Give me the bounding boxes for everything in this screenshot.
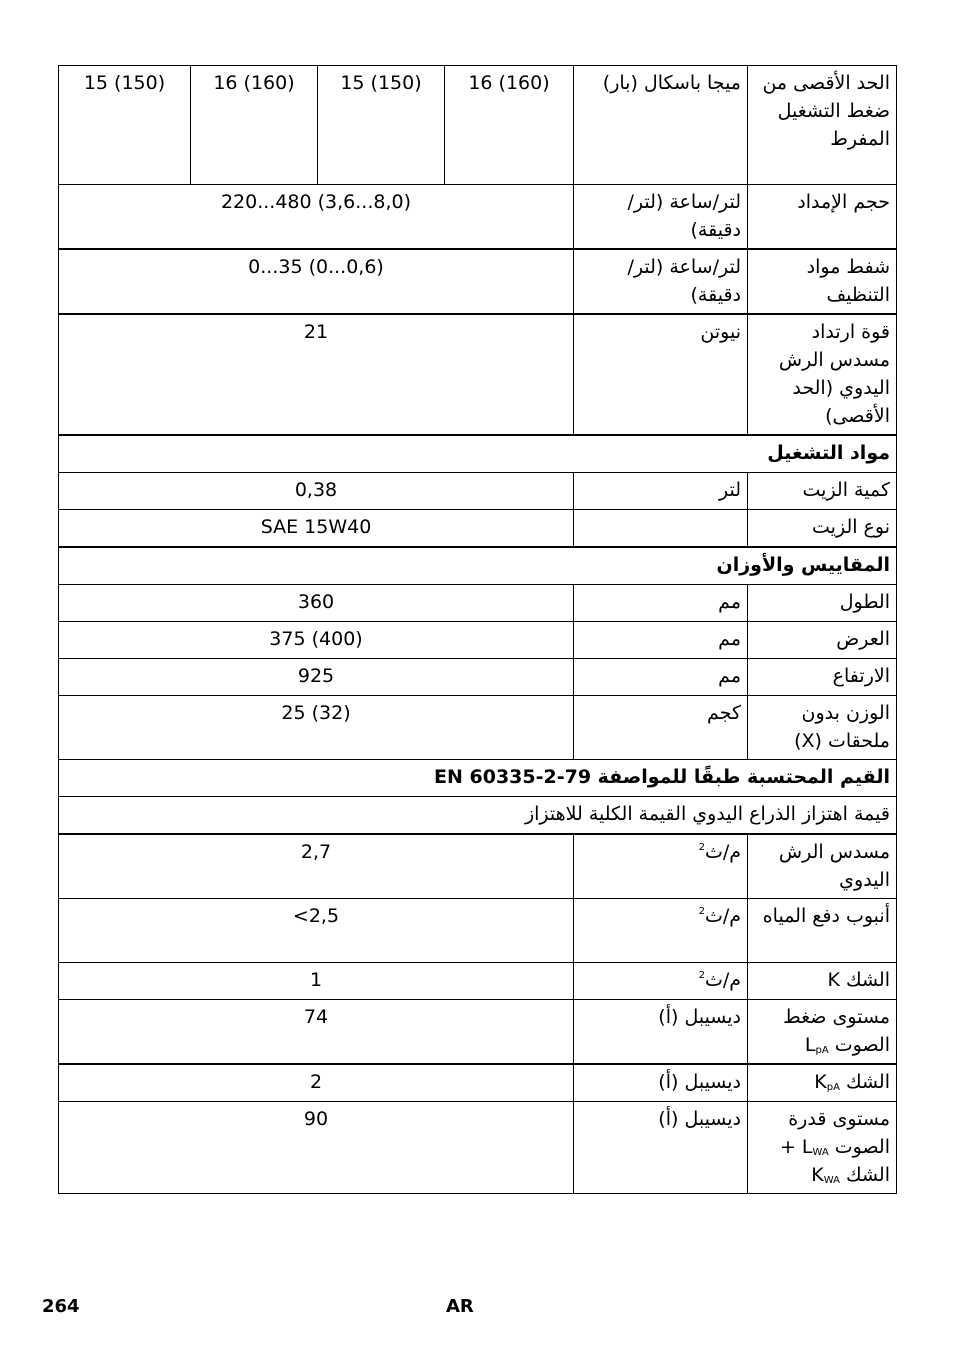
value-uncertainty-kpa: 2 [59, 1064, 574, 1102]
label-uncertainty-kpa [748, 1064, 897, 1102]
label-subscript: pA [826, 1082, 840, 1093]
row-max-pressure [59, 66, 897, 185]
label-subscript-a: WA [812, 1147, 829, 1158]
value-height: 925 [59, 659, 574, 696]
label-text: الشك K [814, 1071, 890, 1093]
value-uncertainty-k: 1 [59, 963, 574, 1000]
section-title-calculated: القيم المحتسبة طبقًا للمواصفة EN 60335-2-79 [59, 760, 897, 797]
unit-superscript: 2 [698, 842, 705, 853]
label-supply-volume: حجم الإمداد [748, 185, 897, 250]
language-code: AR [446, 1296, 474, 1317]
unit-height: مم [574, 659, 748, 696]
unit-weight: كجم [574, 696, 748, 760]
unit-spray-lance [574, 899, 748, 963]
value-sound-power: 90 [59, 1102, 574, 1194]
row-sound-pressure [59, 1000, 897, 1065]
row-length [59, 585, 897, 622]
row-oil-quantity [59, 473, 897, 510]
row-oil-type [59, 510, 897, 548]
section-dimensions [59, 547, 897, 585]
row-detergent [59, 249, 897, 314]
label-spray-gun: مسدس الرش اليدوي [748, 834, 897, 899]
value-supply-volume: 220...480 (3,6...8,0) [59, 185, 574, 250]
value-max-pressure-1: 16 (160) [445, 66, 574, 185]
value-spray-lance: <2,5 [59, 899, 574, 963]
unit-uncertainty-k [574, 963, 748, 1000]
label-text-b: + الشك K [779, 1136, 890, 1186]
unit-spray-gun [574, 834, 748, 899]
label-text-a: مستوى قدرة الصوت L [788, 1108, 890, 1158]
row-recoil [59, 314, 897, 435]
row-height [59, 659, 897, 696]
label-height: الارتفاع [748, 659, 897, 696]
row-spray-gun [59, 834, 897, 899]
row-weight [59, 696, 897, 760]
unit-sound-power: ديسيبل (أ) [574, 1102, 748, 1194]
unit-oil-quantity: لتر [574, 473, 748, 510]
value-detergent: 0...35 (0...0,6) [59, 249, 574, 314]
page-number: 264 [42, 1296, 80, 1317]
row-width [59, 622, 897, 659]
label-weight: الوزن بدون ملحقات (X) [748, 696, 897, 760]
unit-uncertainty-kpa: ديسيبل (أ) [574, 1064, 748, 1102]
unit-oil-type [574, 510, 748, 548]
label-max-pressure: الحد الأقصى من ضغط التشغيل المفرط [748, 66, 897, 185]
section-vibration [59, 797, 897, 835]
unit-width: مم [574, 622, 748, 659]
label-recoil: قوة ارتداد مسدس الرش اليدوي (الحد الأقصى) [748, 314, 897, 435]
value-sound-pressure: 74 [59, 1000, 574, 1065]
value-max-pressure-2: 15 (150) [318, 66, 445, 185]
unit-text: م/ث [704, 969, 741, 991]
label-detergent: شفط مواد التنظيف [748, 249, 897, 314]
row-supply-volume [59, 185, 897, 250]
label-oil-type: نوع الزيت [748, 510, 897, 548]
row-sound-power [59, 1102, 897, 1194]
label-spray-lance: أنبوب دفع المياه [748, 899, 897, 963]
unit-superscript: 2 [698, 970, 705, 981]
row-uncertainty-k [59, 963, 897, 1000]
value-length: 360 [59, 585, 574, 622]
label-text: مستوى ضغط الصوت L [783, 1006, 890, 1056]
unit-max-pressure: ميجا باسكال (بار) [574, 66, 748, 185]
section-calculated [59, 760, 897, 797]
section-title-operating-materials: مواد التشغيل [59, 435, 897, 473]
unit-supply-volume: لتر/ساعة (لتر/دقيقة) [574, 185, 748, 250]
value-weight: 25 (32) [59, 696, 574, 760]
unit-text: م/ث [704, 841, 741, 863]
section-title-dimensions: المقاييس والأوزان [59, 547, 897, 585]
section-title-vibration: قيمة اهتزاز الذراع اليدوي القيمة الكلية للاهتزاز [59, 797, 897, 835]
unit-detergent: لتر/ساعة (لتر/دقيقة) [574, 249, 748, 314]
spec-table [58, 65, 897, 1194]
row-spray-lance [59, 899, 897, 963]
value-max-pressure-3: 16 (160) [191, 66, 318, 185]
label-sound-pressure [748, 1000, 897, 1065]
unit-length: مم [574, 585, 748, 622]
value-oil-quantity: 0,38 [59, 473, 574, 510]
label-oil-quantity: كمية الزيت [748, 473, 897, 510]
unit-superscript: 2 [698, 906, 705, 917]
value-max-pressure-4: 15 (150) [59, 66, 191, 185]
unit-text: م/ث [704, 905, 741, 927]
label-length: الطول [748, 585, 897, 622]
row-uncertainty-kpa [59, 1064, 897, 1102]
label-subscript-b: WA [823, 1175, 840, 1186]
label-sound-power [748, 1102, 897, 1194]
section-operating-materials [59, 435, 897, 473]
label-uncertainty-k: الشك K [748, 963, 897, 1000]
value-spray-gun: 2,7 [59, 834, 574, 899]
unit-recoil: نيوتن [574, 314, 748, 435]
value-recoil: 21 [59, 314, 574, 435]
value-width: 375 (400) [59, 622, 574, 659]
label-subscript: pA [815, 1045, 829, 1056]
unit-sound-pressure: ديسيبل (أ) [574, 1000, 748, 1065]
value-oil-type: SAE 15W40 [59, 510, 574, 548]
label-width: العرض [748, 622, 897, 659]
